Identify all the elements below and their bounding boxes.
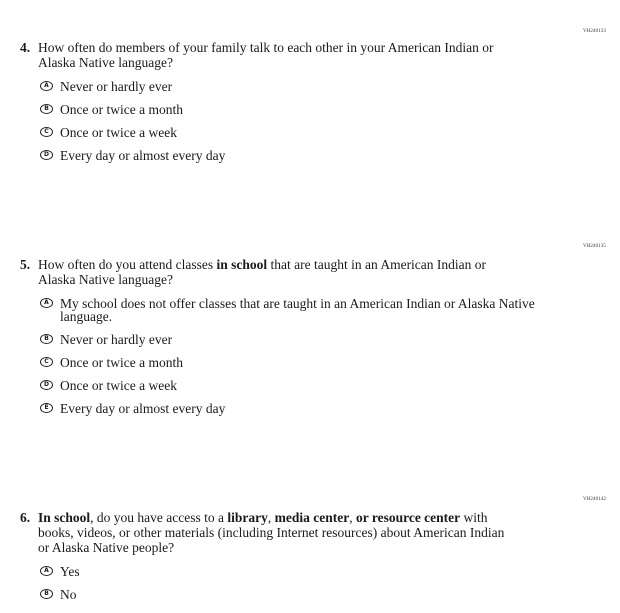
- question-text-part: ,: [267, 510, 275, 525]
- option-e[interactable]: [36, 402, 580, 415]
- question-text-part: ,: [349, 510, 356, 525]
- answer-bubble[interactable]: A: [40, 566, 53, 576]
- option-label: Never or hardly ever: [60, 332, 173, 347]
- question-number: 4.: [20, 40, 31, 55]
- question-text-emphasis: media center: [274, 510, 350, 525]
- answer-bubble[interactable]: A: [40, 81, 53, 91]
- answer-bubble[interactable]: B: [40, 589, 53, 599]
- question-stem: [20, 40, 520, 70]
- option-label: Once or twice a week: [60, 125, 177, 140]
- question-text-part: , do you have access to a: [90, 510, 228, 525]
- option-label: Yes: [60, 564, 80, 579]
- question-number: 6.: [20, 510, 31, 525]
- option-a[interactable]: [36, 565, 520, 578]
- question-stem: [20, 257, 523, 287]
- answer-bubble[interactable]: E: [40, 403, 53, 413]
- option-b[interactable]: [36, 588, 520, 601]
- question-text-emphasis: library: [227, 510, 268, 525]
- option-c[interactable]: [36, 356, 580, 369]
- option-label: Once or twice a month: [60, 102, 183, 117]
- question-text-emphasis: or resource center: [355, 510, 461, 525]
- answer-bubble[interactable]: B: [40, 334, 53, 344]
- option-label: My school does not offer classes that are taught in an American Indian or Alaska Native language.: [60, 296, 535, 324]
- question-stem: [20, 510, 508, 555]
- question-text-start: How often do you attend classes: [38, 257, 217, 272]
- option-a[interactable]: [36, 297, 580, 323]
- option-d[interactable]: [36, 149, 520, 162]
- question-5: [20, 257, 580, 425]
- option-b[interactable]: [36, 333, 580, 346]
- option-label: Once or twice a week: [60, 378, 177, 393]
- option-b[interactable]: [36, 103, 520, 116]
- option-label: Every day or almost every day: [60, 148, 226, 163]
- question-text-end: with books, videos, or other materials (including Internet resources) about American Indian or Alaska Native people?: [38, 510, 505, 555]
- question-6: [20, 510, 520, 611]
- option-label: No: [60, 587, 77, 602]
- item-code: VH240142: [582, 497, 606, 502]
- question-4: [20, 40, 520, 172]
- question-text-end: that are taught in an American Indian or Alaska Native language?: [38, 257, 487, 287]
- answer-bubble[interactable]: C: [40, 357, 53, 367]
- question-text: How often do members of your family talk to each other in your American Indian or Alaska Native language?: [38, 40, 494, 70]
- option-d[interactable]: [36, 379, 580, 392]
- answer-bubble[interactable]: D: [40, 150, 53, 160]
- answer-options: [36, 297, 580, 415]
- question-text-emphasis: In school: [38, 510, 91, 525]
- answer-bubble[interactable]: D: [40, 380, 53, 390]
- option-c[interactable]: [36, 126, 520, 139]
- answer-options: [36, 565, 520, 601]
- option-label: Never or hardly ever: [60, 79, 173, 94]
- answer-bubble[interactable]: B: [40, 104, 53, 114]
- answer-bubble[interactable]: A: [40, 298, 53, 308]
- option-label: Every day or almost every day: [60, 401, 226, 416]
- item-code: VH240135: [582, 244, 606, 249]
- question-number: 5.: [20, 257, 31, 272]
- option-label: Once or twice a month: [60, 355, 183, 370]
- item-code: VH240133: [582, 29, 606, 34]
- question-text-emphasis: in school: [216, 257, 268, 272]
- answer-bubble[interactable]: C: [40, 127, 53, 137]
- answer-options: [36, 80, 520, 162]
- option-a[interactable]: [36, 80, 520, 93]
